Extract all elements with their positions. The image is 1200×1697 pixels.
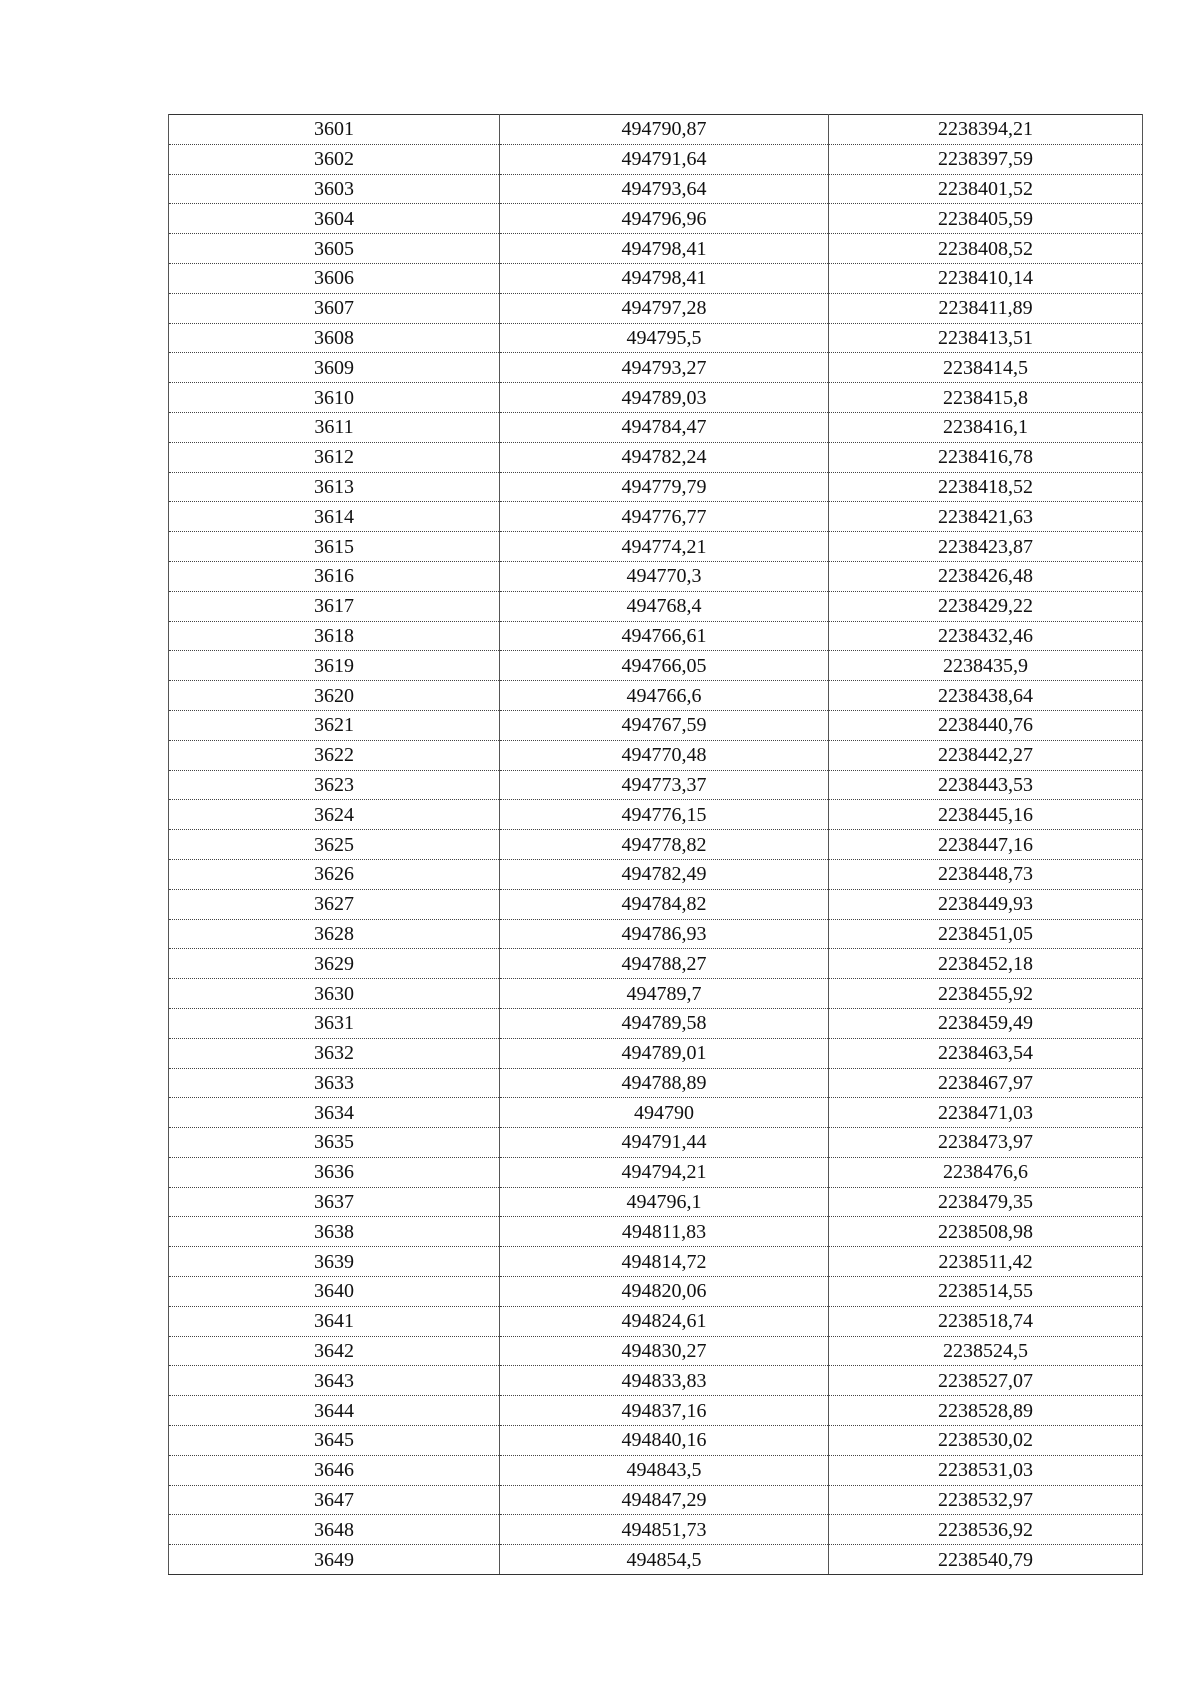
y-coordinate-cell: 2238448,73 — [829, 859, 1143, 889]
table-row — [169, 293, 1143, 323]
table-row — [169, 1187, 1143, 1217]
table-row — [169, 949, 1143, 979]
point-number-cell: 3623 — [169, 770, 500, 800]
table-row — [169, 919, 1143, 949]
y-coordinate-cell: 2238440,76 — [829, 710, 1143, 740]
table-row — [169, 651, 1143, 681]
y-coordinate-cell: 2238459,49 — [829, 1008, 1143, 1038]
point-number-cell: 3616 — [169, 561, 500, 591]
table-row — [169, 1396, 1143, 1426]
table-row — [169, 1545, 1143, 1575]
y-coordinate-cell: 2238463,54 — [829, 1038, 1143, 1068]
point-number-cell: 3613 — [169, 472, 500, 502]
x-coordinate-cell: 494790,87 — [500, 115, 829, 145]
x-coordinate-cell: 494776,77 — [500, 502, 829, 532]
y-coordinate-cell: 2238413,51 — [829, 323, 1143, 353]
y-coordinate-cell: 2238452,18 — [829, 949, 1143, 979]
y-coordinate-cell: 2238518,74 — [829, 1306, 1143, 1336]
point-number-cell: 3626 — [169, 859, 500, 889]
y-coordinate-cell: 2238435,9 — [829, 651, 1143, 681]
x-coordinate-cell: 494789,7 — [500, 979, 829, 1009]
x-coordinate-cell: 494837,16 — [500, 1396, 829, 1426]
x-coordinate-cell: 494789,03 — [500, 383, 829, 413]
x-coordinate-cell: 494814,72 — [500, 1247, 829, 1277]
table-row — [169, 442, 1143, 472]
table-row — [169, 1008, 1143, 1038]
coordinates-table — [168, 114, 1143, 1575]
x-coordinate-cell: 494794,21 — [500, 1157, 829, 1187]
x-coordinate-cell: 494773,37 — [500, 770, 829, 800]
coordinates-table-body — [169, 115, 1143, 1575]
x-coordinate-cell: 494820,06 — [500, 1277, 829, 1307]
y-coordinate-cell: 2238473,97 — [829, 1128, 1143, 1158]
table-row — [169, 1455, 1143, 1485]
point-number-cell: 3627 — [169, 889, 500, 919]
point-number-cell: 3638 — [169, 1217, 500, 1247]
point-number-cell: 3648 — [169, 1515, 500, 1545]
point-number-cell: 3622 — [169, 740, 500, 770]
y-coordinate-cell: 2238527,07 — [829, 1366, 1143, 1396]
point-number-cell: 3628 — [169, 919, 500, 949]
x-coordinate-cell: 494798,41 — [500, 234, 829, 264]
y-coordinate-cell: 2238445,16 — [829, 800, 1143, 830]
point-number-cell: 3605 — [169, 234, 500, 264]
table-row — [169, 532, 1143, 562]
point-number-cell: 3619 — [169, 651, 500, 681]
y-coordinate-cell: 2238432,46 — [829, 621, 1143, 651]
point-number-cell: 3635 — [169, 1128, 500, 1158]
x-coordinate-cell: 494824,61 — [500, 1306, 829, 1336]
table-row — [169, 1515, 1143, 1545]
x-coordinate-cell: 494766,6 — [500, 681, 829, 711]
y-coordinate-cell: 2238423,87 — [829, 532, 1143, 562]
x-coordinate-cell: 494797,28 — [500, 293, 829, 323]
x-coordinate-cell: 494789,58 — [500, 1008, 829, 1038]
table-row — [169, 1217, 1143, 1247]
x-coordinate-cell: 494788,27 — [500, 949, 829, 979]
x-coordinate-cell: 494811,83 — [500, 1217, 829, 1247]
point-number-cell: 3637 — [169, 1187, 500, 1217]
point-number-cell: 3646 — [169, 1455, 500, 1485]
y-coordinate-cell: 2238408,52 — [829, 234, 1143, 264]
point-number-cell: 3644 — [169, 1396, 500, 1426]
x-coordinate-cell: 494791,44 — [500, 1128, 829, 1158]
table-row — [169, 204, 1143, 234]
y-coordinate-cell: 2238418,52 — [829, 472, 1143, 502]
point-number-cell: 3633 — [169, 1068, 500, 1098]
table-row — [169, 1068, 1143, 1098]
x-coordinate-cell: 494782,49 — [500, 859, 829, 889]
y-coordinate-cell: 2238411,89 — [829, 293, 1143, 323]
x-coordinate-cell: 494833,83 — [500, 1366, 829, 1396]
point-number-cell: 3621 — [169, 710, 500, 740]
table-row — [169, 1306, 1143, 1336]
table-row — [169, 1128, 1143, 1158]
table-row — [169, 710, 1143, 740]
table-row — [169, 263, 1143, 293]
point-number-cell: 3614 — [169, 502, 500, 532]
point-number-cell: 3601 — [169, 115, 500, 145]
point-number-cell: 3636 — [169, 1157, 500, 1187]
point-number-cell: 3647 — [169, 1485, 500, 1515]
x-coordinate-cell: 494830,27 — [500, 1336, 829, 1366]
y-coordinate-cell: 2238451,05 — [829, 919, 1143, 949]
point-number-cell: 3608 — [169, 323, 500, 353]
y-coordinate-cell: 2238536,92 — [829, 1515, 1143, 1545]
point-number-cell: 3649 — [169, 1545, 500, 1575]
x-coordinate-cell: 494847,29 — [500, 1485, 829, 1515]
x-coordinate-cell: 494779,79 — [500, 472, 829, 502]
y-coordinate-cell: 2238438,64 — [829, 681, 1143, 711]
x-coordinate-cell: 494782,24 — [500, 442, 829, 472]
point-number-cell: 3606 — [169, 263, 500, 293]
x-coordinate-cell: 494784,47 — [500, 412, 829, 442]
point-number-cell: 3611 — [169, 412, 500, 442]
table-row — [169, 561, 1143, 591]
point-number-cell: 3612 — [169, 442, 500, 472]
table-row — [169, 502, 1143, 532]
x-coordinate-cell: 494798,41 — [500, 263, 829, 293]
point-number-cell: 3640 — [169, 1277, 500, 1307]
x-coordinate-cell: 494843,5 — [500, 1455, 829, 1485]
y-coordinate-cell: 2238476,6 — [829, 1157, 1143, 1187]
point-number-cell: 3615 — [169, 532, 500, 562]
point-number-cell: 3639 — [169, 1247, 500, 1277]
table-row — [169, 681, 1143, 711]
x-coordinate-cell: 494768,4 — [500, 591, 829, 621]
x-coordinate-cell: 494788,89 — [500, 1068, 829, 1098]
x-coordinate-cell: 494774,21 — [500, 532, 829, 562]
point-number-cell: 3625 — [169, 830, 500, 860]
y-coordinate-cell: 2238415,8 — [829, 383, 1143, 413]
x-coordinate-cell: 494770,3 — [500, 561, 829, 591]
point-number-cell: 3603 — [169, 174, 500, 204]
y-coordinate-cell: 2238426,48 — [829, 561, 1143, 591]
y-coordinate-cell: 2238429,22 — [829, 591, 1143, 621]
x-coordinate-cell: 494766,05 — [500, 651, 829, 681]
x-coordinate-cell: 494789,01 — [500, 1038, 829, 1068]
point-number-cell: 3634 — [169, 1098, 500, 1128]
table-row — [169, 1485, 1143, 1515]
x-coordinate-cell: 494791,64 — [500, 144, 829, 174]
table-row — [169, 800, 1143, 830]
point-number-cell: 3629 — [169, 949, 500, 979]
x-coordinate-cell: 494793,27 — [500, 353, 829, 383]
y-coordinate-cell: 2238479,35 — [829, 1187, 1143, 1217]
point-number-cell: 3617 — [169, 591, 500, 621]
x-coordinate-cell: 494851,73 — [500, 1515, 829, 1545]
y-coordinate-cell: 2238421,63 — [829, 502, 1143, 532]
x-coordinate-cell: 494770,48 — [500, 740, 829, 770]
table-row — [169, 770, 1143, 800]
y-coordinate-cell: 2238511,42 — [829, 1247, 1143, 1277]
table-row — [169, 234, 1143, 264]
y-coordinate-cell: 2238449,93 — [829, 889, 1143, 919]
table-row — [169, 383, 1143, 413]
table-row — [169, 1157, 1143, 1187]
point-number-cell: 3604 — [169, 204, 500, 234]
point-number-cell: 3618 — [169, 621, 500, 651]
y-coordinate-cell: 2238416,1 — [829, 412, 1143, 442]
y-coordinate-cell: 2238524,5 — [829, 1336, 1143, 1366]
table-row — [169, 472, 1143, 502]
point-number-cell: 3610 — [169, 383, 500, 413]
x-coordinate-cell: 494795,5 — [500, 323, 829, 353]
x-coordinate-cell: 494796,1 — [500, 1187, 829, 1217]
table-row — [169, 1426, 1143, 1456]
point-number-cell: 3632 — [169, 1038, 500, 1068]
y-coordinate-cell: 2238514,55 — [829, 1277, 1143, 1307]
table-row — [169, 979, 1143, 1009]
y-coordinate-cell: 2238410,14 — [829, 263, 1143, 293]
x-coordinate-cell: 494796,96 — [500, 204, 829, 234]
table-row — [169, 621, 1143, 651]
y-coordinate-cell: 2238405,59 — [829, 204, 1143, 234]
point-number-cell: 3609 — [169, 353, 500, 383]
x-coordinate-cell: 494840,16 — [500, 1426, 829, 1456]
y-coordinate-cell: 2238401,52 — [829, 174, 1143, 204]
y-coordinate-cell: 2238508,98 — [829, 1217, 1143, 1247]
point-number-cell: 3645 — [169, 1426, 500, 1456]
x-coordinate-cell: 494786,93 — [500, 919, 829, 949]
y-coordinate-cell: 2238442,27 — [829, 740, 1143, 770]
y-coordinate-cell: 2238531,03 — [829, 1455, 1143, 1485]
x-coordinate-cell: 494793,64 — [500, 174, 829, 204]
table-row — [169, 1366, 1143, 1396]
point-number-cell: 3607 — [169, 293, 500, 323]
table-row — [169, 1247, 1143, 1277]
point-number-cell: 3641 — [169, 1306, 500, 1336]
y-coordinate-cell: 2238447,16 — [829, 830, 1143, 860]
x-coordinate-cell: 494784,82 — [500, 889, 829, 919]
x-coordinate-cell: 494767,59 — [500, 710, 829, 740]
y-coordinate-cell: 2238397,59 — [829, 144, 1143, 174]
point-number-cell: 3624 — [169, 800, 500, 830]
point-number-cell: 3642 — [169, 1336, 500, 1366]
table-row — [169, 859, 1143, 889]
y-coordinate-cell: 2238532,97 — [829, 1485, 1143, 1515]
y-coordinate-cell: 2238455,92 — [829, 979, 1143, 1009]
point-number-cell: 3630 — [169, 979, 500, 1009]
y-coordinate-cell: 2238416,78 — [829, 442, 1143, 472]
x-coordinate-cell: 494790 — [500, 1098, 829, 1128]
table-row — [169, 1277, 1143, 1307]
table-row — [169, 144, 1143, 174]
point-number-cell: 3631 — [169, 1008, 500, 1038]
y-coordinate-cell: 2238394,21 — [829, 115, 1143, 145]
table-row — [169, 353, 1143, 383]
x-coordinate-cell: 494766,61 — [500, 621, 829, 651]
table-row — [169, 1336, 1143, 1366]
y-coordinate-cell: 2238443,53 — [829, 770, 1143, 800]
point-number-cell: 3620 — [169, 681, 500, 711]
point-number-cell: 3602 — [169, 144, 500, 174]
x-coordinate-cell: 494776,15 — [500, 800, 829, 830]
table-row — [169, 174, 1143, 204]
x-coordinate-cell: 494854,5 — [500, 1545, 829, 1575]
table-row — [169, 591, 1143, 621]
y-coordinate-cell: 2238528,89 — [829, 1396, 1143, 1426]
table-row — [169, 889, 1143, 919]
table-row — [169, 115, 1143, 145]
table-row — [169, 830, 1143, 860]
x-coordinate-cell: 494778,82 — [500, 830, 829, 860]
y-coordinate-cell: 2238467,97 — [829, 1068, 1143, 1098]
y-coordinate-cell: 2238530,02 — [829, 1426, 1143, 1456]
point-number-cell: 3643 — [169, 1366, 500, 1396]
table-row — [169, 1098, 1143, 1128]
table-row — [169, 1038, 1143, 1068]
table-row — [169, 412, 1143, 442]
y-coordinate-cell: 2238471,03 — [829, 1098, 1143, 1128]
table-row — [169, 323, 1143, 353]
y-coordinate-cell: 2238414,5 — [829, 353, 1143, 383]
table-row — [169, 740, 1143, 770]
y-coordinate-cell: 2238540,79 — [829, 1545, 1143, 1575]
